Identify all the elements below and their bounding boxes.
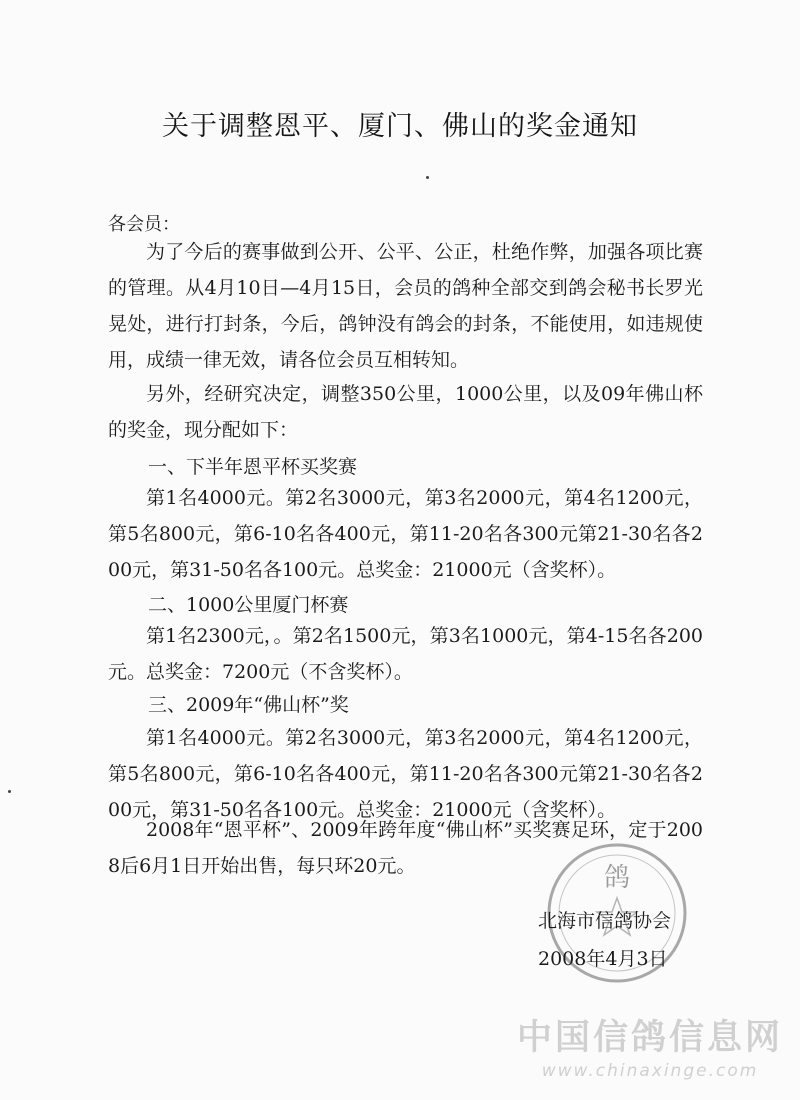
section-foshan-body: 第1名4000元。第2名3000元，第3名2000元，第4名1200元，第5名800元，第6-10名各400元，第11-20名各300元第21-30名各200元，第31-50名各100元。总奖金：21000元（含奖杯）。	[108, 727, 703, 821]
scan-speck	[426, 176, 429, 179]
salutation: 各会员：	[108, 214, 180, 235]
site-watermark	[505, 1016, 795, 1082]
section-xiamen-body: 第1名2300元，。第2名1500元，第3名1000元，第4-15名各200元。总奖金：7200元（不含奖杯）。	[108, 625, 703, 683]
paragraph-leg-ring-sale: 2008年“恩平杯”、2009年跨年度“佛山杯”买奖赛足环，定于2008后6月1日开始出售，每只环20元。	[108, 819, 703, 877]
paragraph-sealing-rules: 为了今后的赛事做到公开、公平、公正，杜绝作弊，加强各项比赛的管理。从4月10日—4月15日，会员的鸽种全部交到鸽会秘书长罗光晃处，进行打封条，今后，鸽钟没有鸽会的封条，不能使用，如违规使用，成绩一律无效，请各位会员互相转知。	[108, 241, 703, 371]
signature-organization: 北海市信鸽协会	[538, 910, 672, 932]
watermark-text: 中国信鸽信息网	[516, 1018, 783, 1058]
document-title: 关于调整恩平、厦门、佛山的奖金通知	[162, 111, 638, 142]
stamp-text: 鸽	[603, 863, 631, 893]
signature-date: 2008年4月3日	[538, 948, 668, 970]
scan-speck	[8, 790, 11, 793]
watermark-url: www.chinaxinge.com	[541, 1061, 759, 1081]
section-enping-heading: 一、下半年恩平杯买奖赛	[148, 456, 358, 478]
section-enping-body: 第1名4000元。第2名3000元，第3名2000元，第4名1200元，第5名800元，第6-10名各400元，第11-20名各300元第21-30名各200元，第31-50名各100元。总奖金：21000元（含奖杯）。	[108, 487, 703, 581]
section-foshan-heading: 三、2009年“佛山杯”奖	[148, 694, 349, 716]
section-xiamen-heading: 二、1000公里厦门杯赛	[148, 594, 349, 616]
paragraph-prize-adjustment: 另外，经研究决定，调整350公里，1000公里，以及09年佛山杯的奖金，现分配如下：	[108, 383, 703, 441]
